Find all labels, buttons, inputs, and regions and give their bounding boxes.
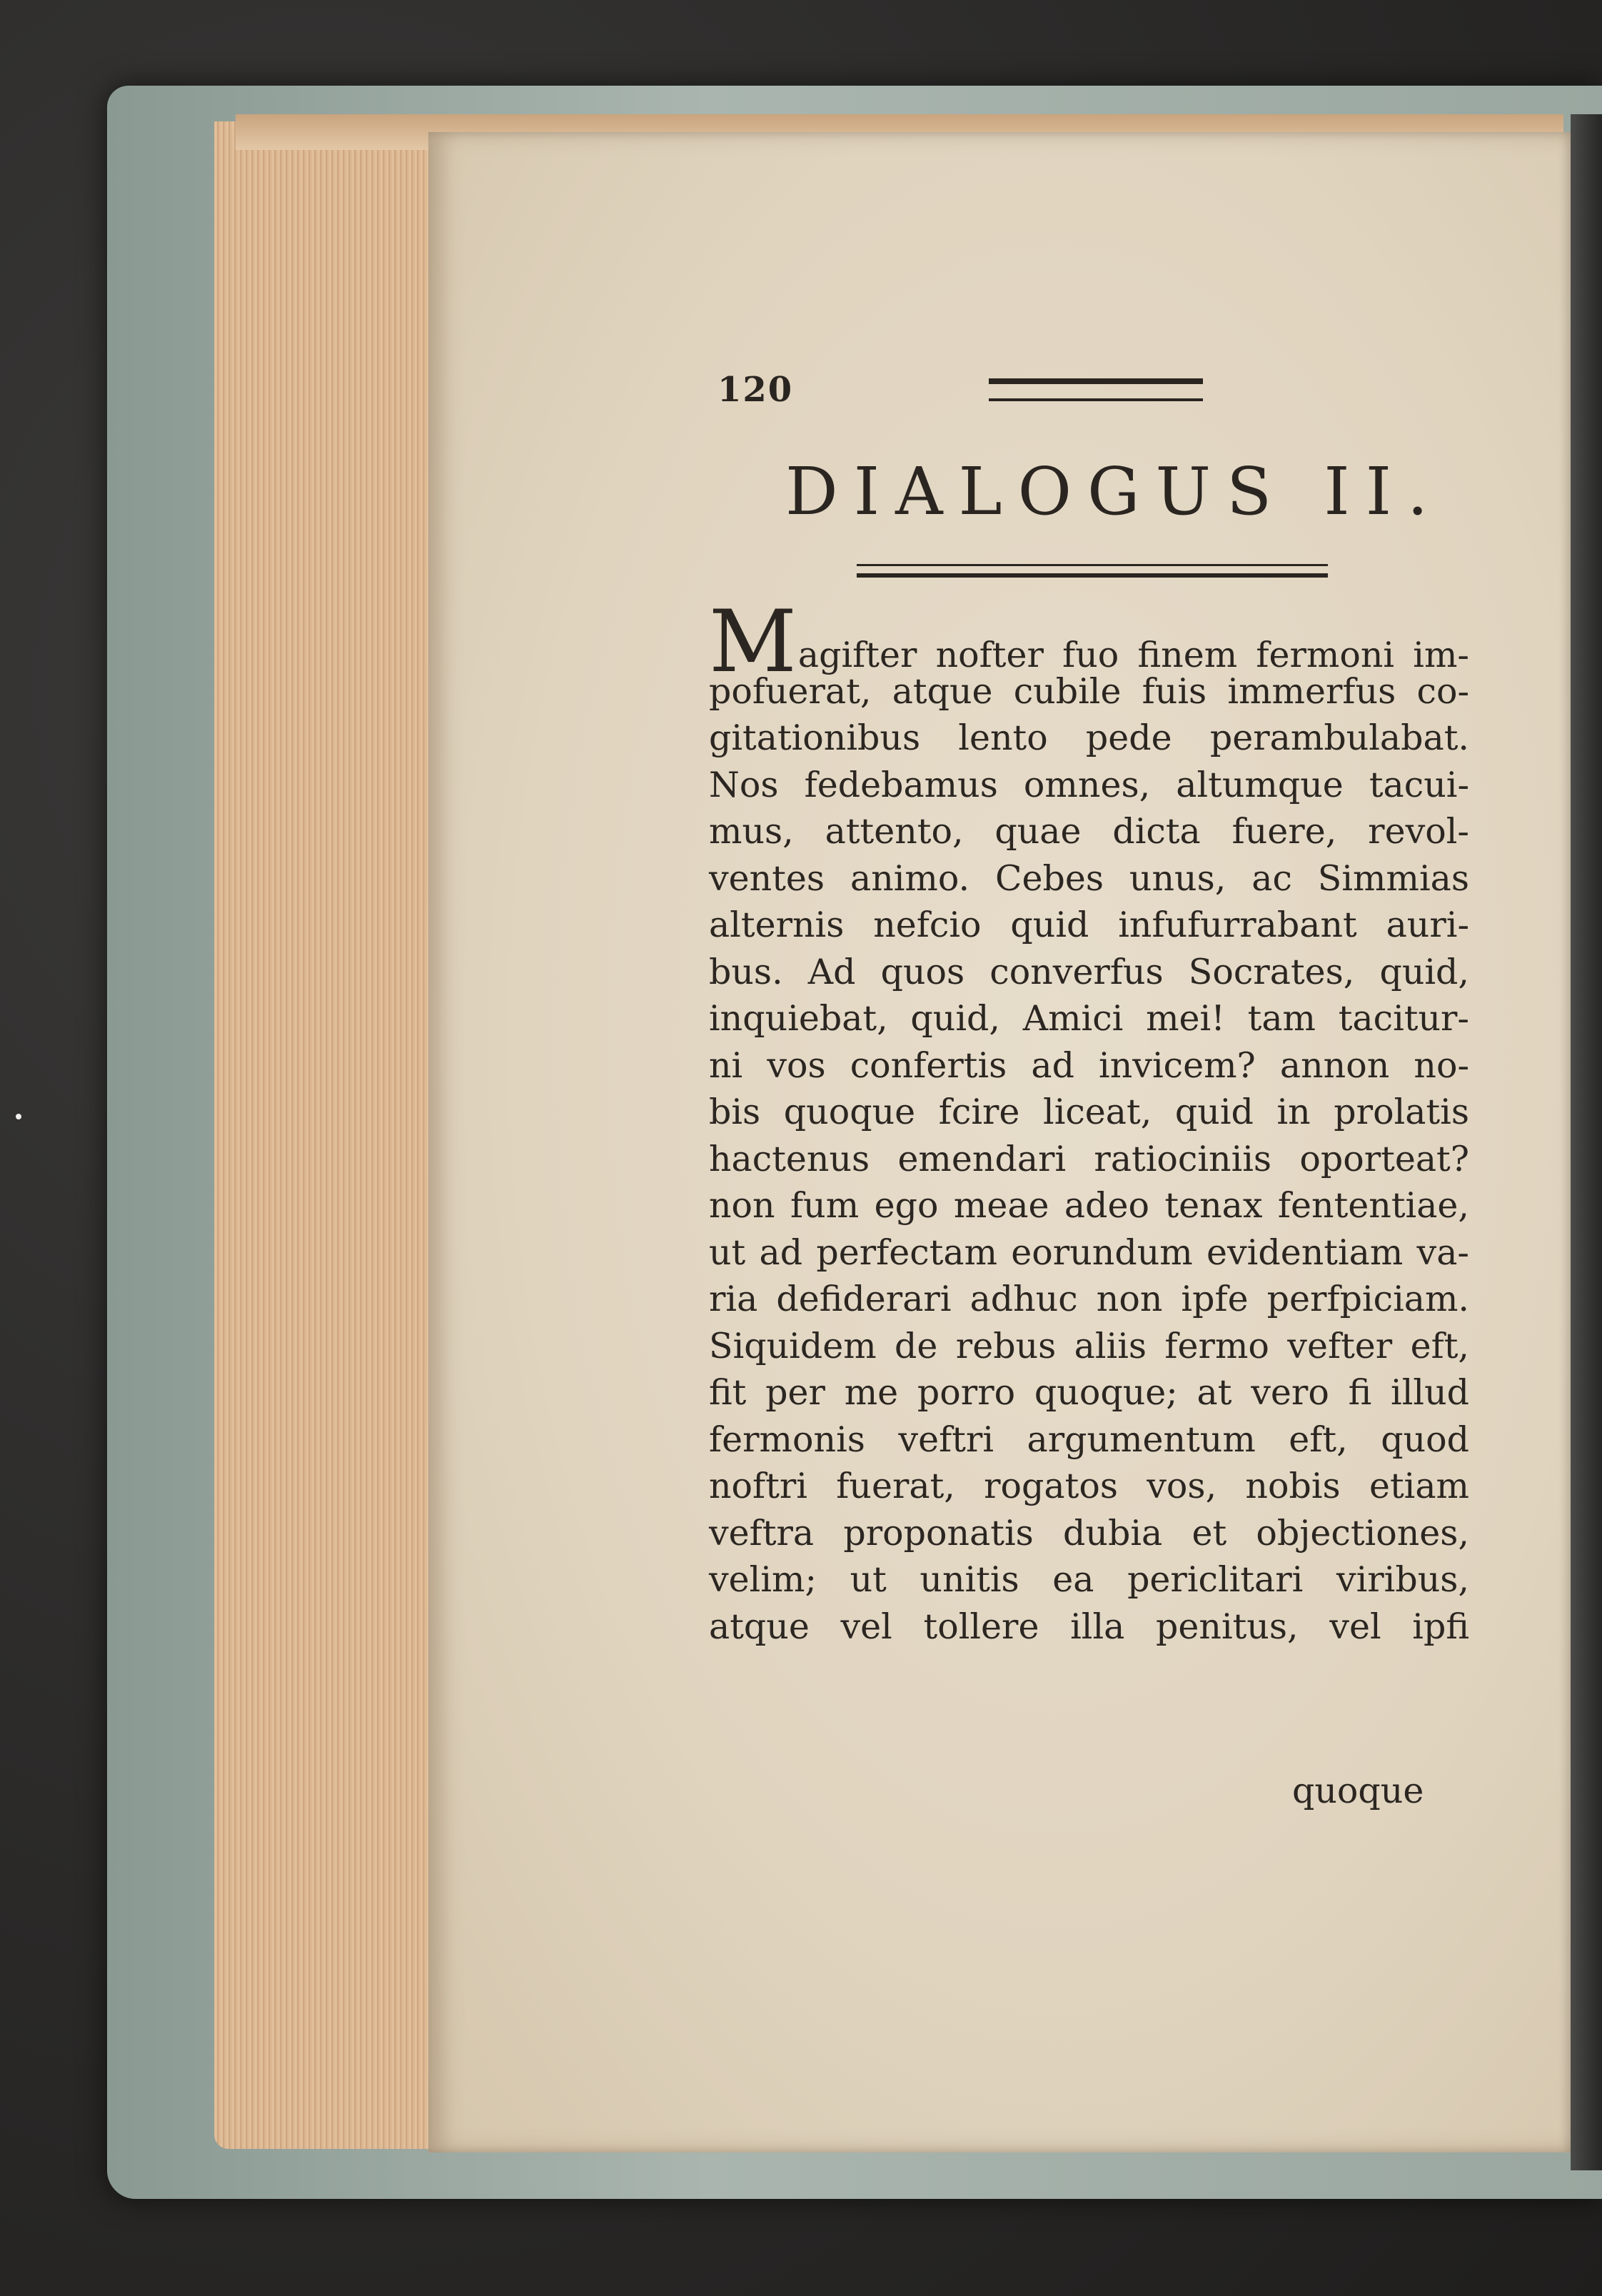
text-line: atque vel tollere illa penitus, vel ipfi: [709, 1606, 1469, 1647]
catchword: quoque: [1292, 1771, 1424, 1811]
text-line: ria defiderari adhuc non ipfe perfpiciam.: [709, 1279, 1469, 1319]
text-line: ut ad perfectam eorundum evidentiam va-: [709, 1232, 1469, 1273]
text-line: non fum ego meae adeo tenax fententiae,: [709, 1185, 1469, 1226]
gutter-edge: [1571, 114, 1602, 2170]
text-line: hactenus emendari ratiociniis oporteat?: [709, 1138, 1469, 1179]
text-line: mus, attento, quae dicta fuere, revol-: [709, 811, 1469, 852]
text-line: fermonis veftri argumentum eft, quod: [709, 1419, 1469, 1460]
text-line: bus. Ad quos converfus Socrates, quid,: [709, 951, 1469, 992]
text-line: gitationibus lento pede perambulabat.: [709, 718, 1469, 758]
text-line: fit per me porro quoque; at vero fi illud: [709, 1372, 1469, 1413]
page-title: DIALOGUS II.: [785, 453, 1444, 530]
text-line: noftri fuerat, rogatos vos, nobis etiam: [709, 1466, 1469, 1506]
text-line: alternis nefcio quid infufurrabant auri-: [709, 905, 1469, 945]
text-line: Siquidem de rebus aliis fermo vefter eft,: [709, 1325, 1469, 1366]
page-block-edge: [214, 121, 450, 2149]
surface-speck: [16, 1114, 21, 1119]
header-rule: [989, 378, 1203, 401]
text-line: velim; ut unitis ea periclitari viribus,: [709, 1559, 1469, 1600]
body-text: [709, 593, 1469, 1650]
drop-cap: M: [709, 593, 797, 692]
text-line: veftra proponatis dubia et objectiones,: [709, 1512, 1469, 1554]
text-line: ventes animo. Cebes unus, ac Simmias: [709, 857, 1469, 899]
page-number: 120: [717, 370, 794, 410]
text-line: Nos fedebamus omnes, altumque tacui-: [709, 764, 1469, 805]
title-rule: [857, 564, 1328, 578]
text-line: pofuerat, atque cubile fuis immerfus co-: [709, 670, 1469, 712]
text-line: inquiebat, quid, Amici mei! tam tacitur-: [709, 998, 1469, 1039]
text-line-content: agifter nofter fuo finem fermoni im-: [797, 635, 1469, 675]
text-line: ni vos confertis ad invicem? annon no-: [709, 1044, 1469, 1086]
text-line: bis quoque fcire liceat, quid in prolatis: [709, 1092, 1469, 1132]
